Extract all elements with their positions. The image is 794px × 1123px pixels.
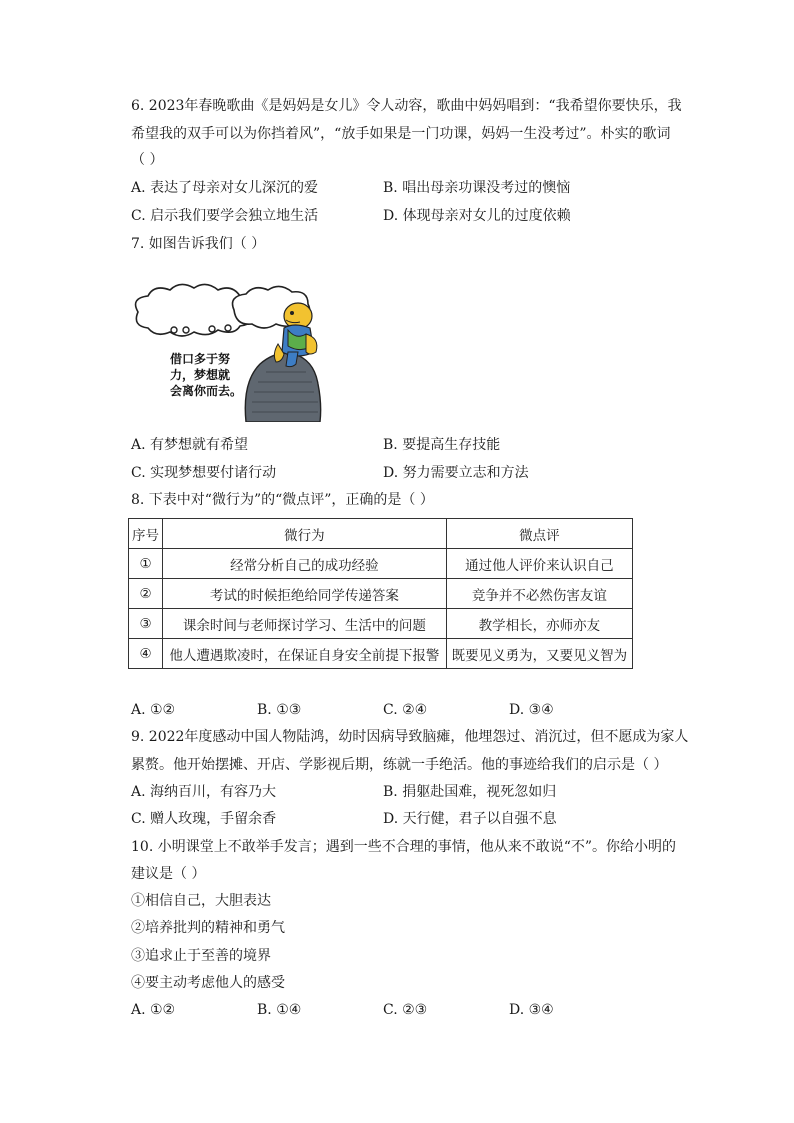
q8-table xyxy=(128,518,633,669)
table-header-row xyxy=(129,519,633,549)
q10-statement-3: ③追求止于至善的境界 xyxy=(131,948,271,964)
q9-option-c[interactable]: C. 赠人玫瑰，手留余香 xyxy=(131,811,277,827)
q10-option-d[interactable]: D. ③④ xyxy=(509,1002,554,1018)
q6-option-c[interactable]: C. 启示我们要学会独立地生活 xyxy=(131,208,319,224)
q6-option-d[interactable]: D. 体现母亲对女儿的过度依赖 xyxy=(383,208,571,224)
q10-stem-line-2: 建议是（ ） xyxy=(131,866,206,882)
q6-stem-line-1: 6. 2023年春晚歌曲《是妈妈是女儿》令人动容，歌曲中妈妈唱到：“我希望你要快乐，我 xyxy=(131,98,682,114)
table-cell: ② xyxy=(129,579,163,609)
q7-option-c[interactable]: C. 实现梦想要付诸行动 xyxy=(131,465,277,481)
caption-line: 力，梦想就 xyxy=(170,368,231,382)
table-cell: 通过他人评价来认识自己 xyxy=(446,549,632,579)
q7-illustration-caption xyxy=(170,351,250,399)
q10-statement-2: ②培养批判的精神和勇气 xyxy=(131,920,285,936)
table-cell: ③ xyxy=(129,609,163,639)
table-row xyxy=(129,639,633,669)
q6-stem-line-3: （ ） xyxy=(131,152,164,168)
q7-option-b[interactable]: B. 要提高生存技能 xyxy=(383,437,501,453)
table-cell: ④ xyxy=(129,639,163,669)
q10-option-c[interactable]: C. ②③ xyxy=(383,1002,428,1018)
table-cell: ① xyxy=(129,549,163,579)
table-row xyxy=(129,549,633,579)
table-header-cell: 微点评 xyxy=(446,519,632,549)
q8-option-b[interactable]: B. ①③ xyxy=(257,702,302,718)
caption-line: 借口多于努 xyxy=(170,352,231,366)
table-cell: 经常分析自己的成功经验 xyxy=(163,549,447,579)
q8-option-a[interactable]: A. ①② xyxy=(131,702,176,718)
q7-option-a[interactable]: A. 有梦想就有希望 xyxy=(131,437,249,453)
q8-option-d[interactable]: D. ③④ xyxy=(509,702,554,718)
q7-option-d[interactable]: D. 努力需要立志和方法 xyxy=(383,465,529,481)
q10-option-a[interactable]: A. ①② xyxy=(131,1002,176,1018)
table-header-cell: 序号 xyxy=(129,519,163,549)
q7-stem: 7. 如图告诉我们（ ） xyxy=(131,236,266,252)
q8-option-c[interactable]: C. ②④ xyxy=(383,702,428,718)
table-cell: 教学相长，亦师亦友 xyxy=(446,609,632,639)
table-row xyxy=(129,579,633,609)
table-cell: 课余时间与老师探讨学习、生活中的问题 xyxy=(163,609,447,639)
q6-stem-line-2: 希望我的双手可以为你挡着风”，“放手如果是一门功课，妈妈一生没考过”。朴实的歌词 xyxy=(131,126,671,142)
q6-option-a[interactable]: A. 表达了母亲对女儿深沉的爱 xyxy=(131,180,319,196)
q9-option-a[interactable]: A. 海纳百川，有容乃大 xyxy=(131,784,277,800)
q9-option-d[interactable]: D. 天行健，君子以自强不息 xyxy=(383,811,557,827)
table-row xyxy=(129,609,633,639)
q9-stem-line-2: 累赘。他开始摆摊、开店、学影视后期，练就一手绝活。他的事迹给我们的启示是（ ） xyxy=(131,757,668,773)
table-cell: 竞争并不必然伤害友谊 xyxy=(446,579,632,609)
q10-stem-line-1: 10. 小明课堂上不敢举手发言；遇到一些不合理的事情，他从来不敢说“不”。你给小明的 xyxy=(131,839,677,855)
q6-option-b[interactable]: B. 唱出母亲功课没考过的懊恼 xyxy=(383,180,571,196)
q9-option-b[interactable]: B. 捐躯赴国难，视死忽如归 xyxy=(383,784,557,800)
q10-statement-1: ①相信自己，大胆表达 xyxy=(131,893,271,909)
q10-option-b[interactable]: B. ①④ xyxy=(257,1002,302,1018)
caption-line: 会离你而去。 xyxy=(170,384,243,398)
table-cell: 既要见义勇为，又要见义智为 xyxy=(446,639,632,669)
q10-statement-4: ④要主动考虑他人的感受 xyxy=(131,975,285,991)
q8-stem: 8. 下表中对“微行为”的“微点评”，正确的是（ ） xyxy=(131,492,434,508)
table-header-cell: 微行为 xyxy=(163,519,447,549)
table-cell: 他人遭遇欺凌时，在保证自身安全前提下报警 xyxy=(163,639,447,669)
table-cell: 考试的时候拒绝给同学传递答案 xyxy=(163,579,447,609)
q9-stem-line-1: 9. 2022年度感动中国人物陆鸿，幼时因病导致脑瘫，他埋怨过、消沉过，但不愿成为家人 xyxy=(131,729,689,745)
